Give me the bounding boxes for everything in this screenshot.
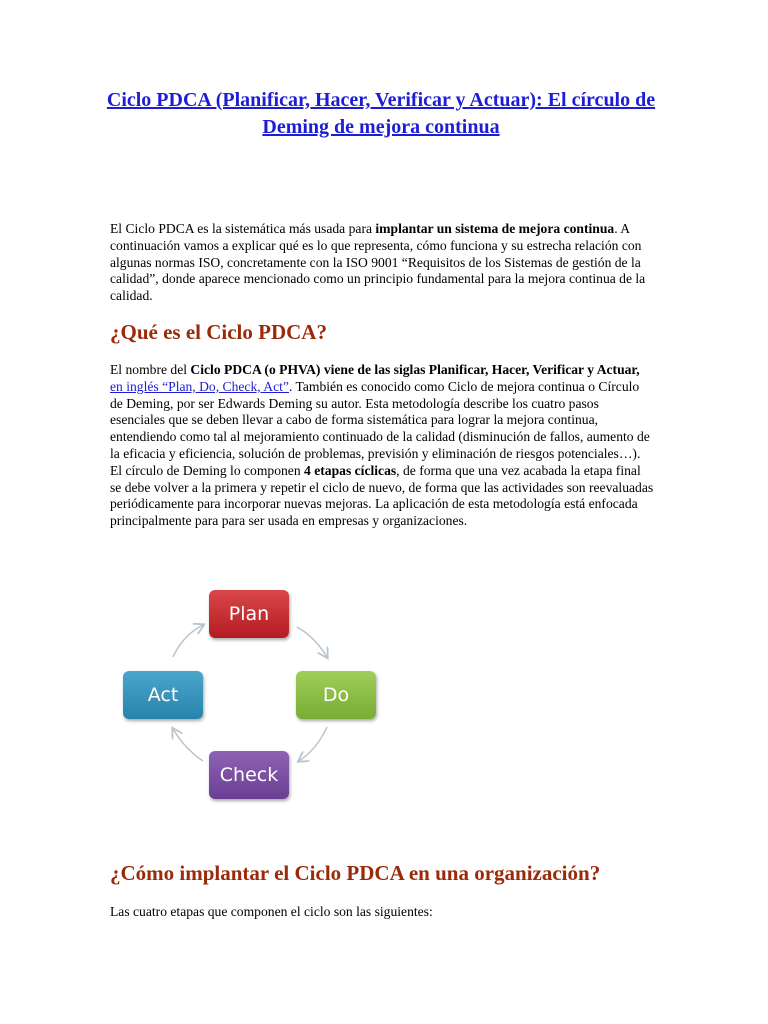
arrow-plan-to-do <box>297 627 327 657</box>
plan-stage-box: Plan <box>209 590 289 638</box>
act-stage-box: Act <box>123 671 203 719</box>
arrow-check-to-act <box>173 729 203 761</box>
section-heading-how-to-implement: ¿Cómo implantar el Ciclo PDCA en una organización? <box>110 861 601 885</box>
section-heading-what-is: ¿Qué es el Ciclo PDCA? <box>110 320 327 344</box>
section1-text-1: El nombre del <box>110 362 191 377</box>
intro-paragraph <box>110 221 655 305</box>
check-stage-box: Check <box>209 751 289 799</box>
section1-bold-2: 4 etapas cíclicas <box>304 462 397 478</box>
section1-text-3: , de forma que una vez acabada la etapa final se debe volver a la primera y repetir el ciclo de nuevo, de forma que las actividades son reevaluadas periódicamente para incorporar nuevas mejoras. La aplicación de esta metodología está enfocada principalmente para para ser usada en empresas y organizaciones. <box>110 462 654 529</box>
intro-bold: implantar un sistema de mejora continua <box>375 221 615 236</box>
arrow-act-to-plan <box>173 625 203 657</box>
intro-text-1: El Ciclo PDCA es la sistemática más usada para <box>110 221 376 236</box>
english-terms-link[interactable]: en inglés “Plan, Do, Check, Act” <box>110 378 289 394</box>
section1-bold-1: Ciclo PDCA (o PHVA) viene de las siglas Planificar, Hacer, Verificar y Actuar, <box>190 362 640 377</box>
do-stage-box: Do <box>296 671 376 719</box>
page-title-link[interactable]: Ciclo PDCA (Planificar, Hacer, Verificar y Actuar): El círculo de Deming de mejora continua <box>106 89 656 138</box>
section1-text-2: . También es conocido como Ciclo de mejora continua o Círculo de Deming, por ser Edwards Deming su autor. Esta metodología describe los cuatro pasos esenciales que se deben llevar a cabo de forma sistemática para lograr la mejora continua, entendiendo como tal al mejoramiento continuado de la calidad (disminución de fallos, aumento de la eficacia y eficiencia, solución de problemas, previsión y eliminación de riesgos potenciales…). El círculo de Deming lo componen <box>110 378 650 478</box>
section1-paragraph <box>110 362 655 530</box>
intro-text-2: . A continuación vamos a explicar qué es lo que representa, cómo funciona y su estrecha relación con algunas normas ISO, concretamente con la ISO 9001 “Requisitos de los Sistemas de gestión de la calidad”, donde aparece mencionado como un principio fundamental para la mejora continua de la calidad. <box>110 221 646 304</box>
pdca-cycle-diagram <box>115 585 385 810</box>
arrow-do-to-check <box>299 727 327 761</box>
section2-paragraph: Las cuatro etapas que componen el ciclo son las siguientes: <box>110 904 433 919</box>
